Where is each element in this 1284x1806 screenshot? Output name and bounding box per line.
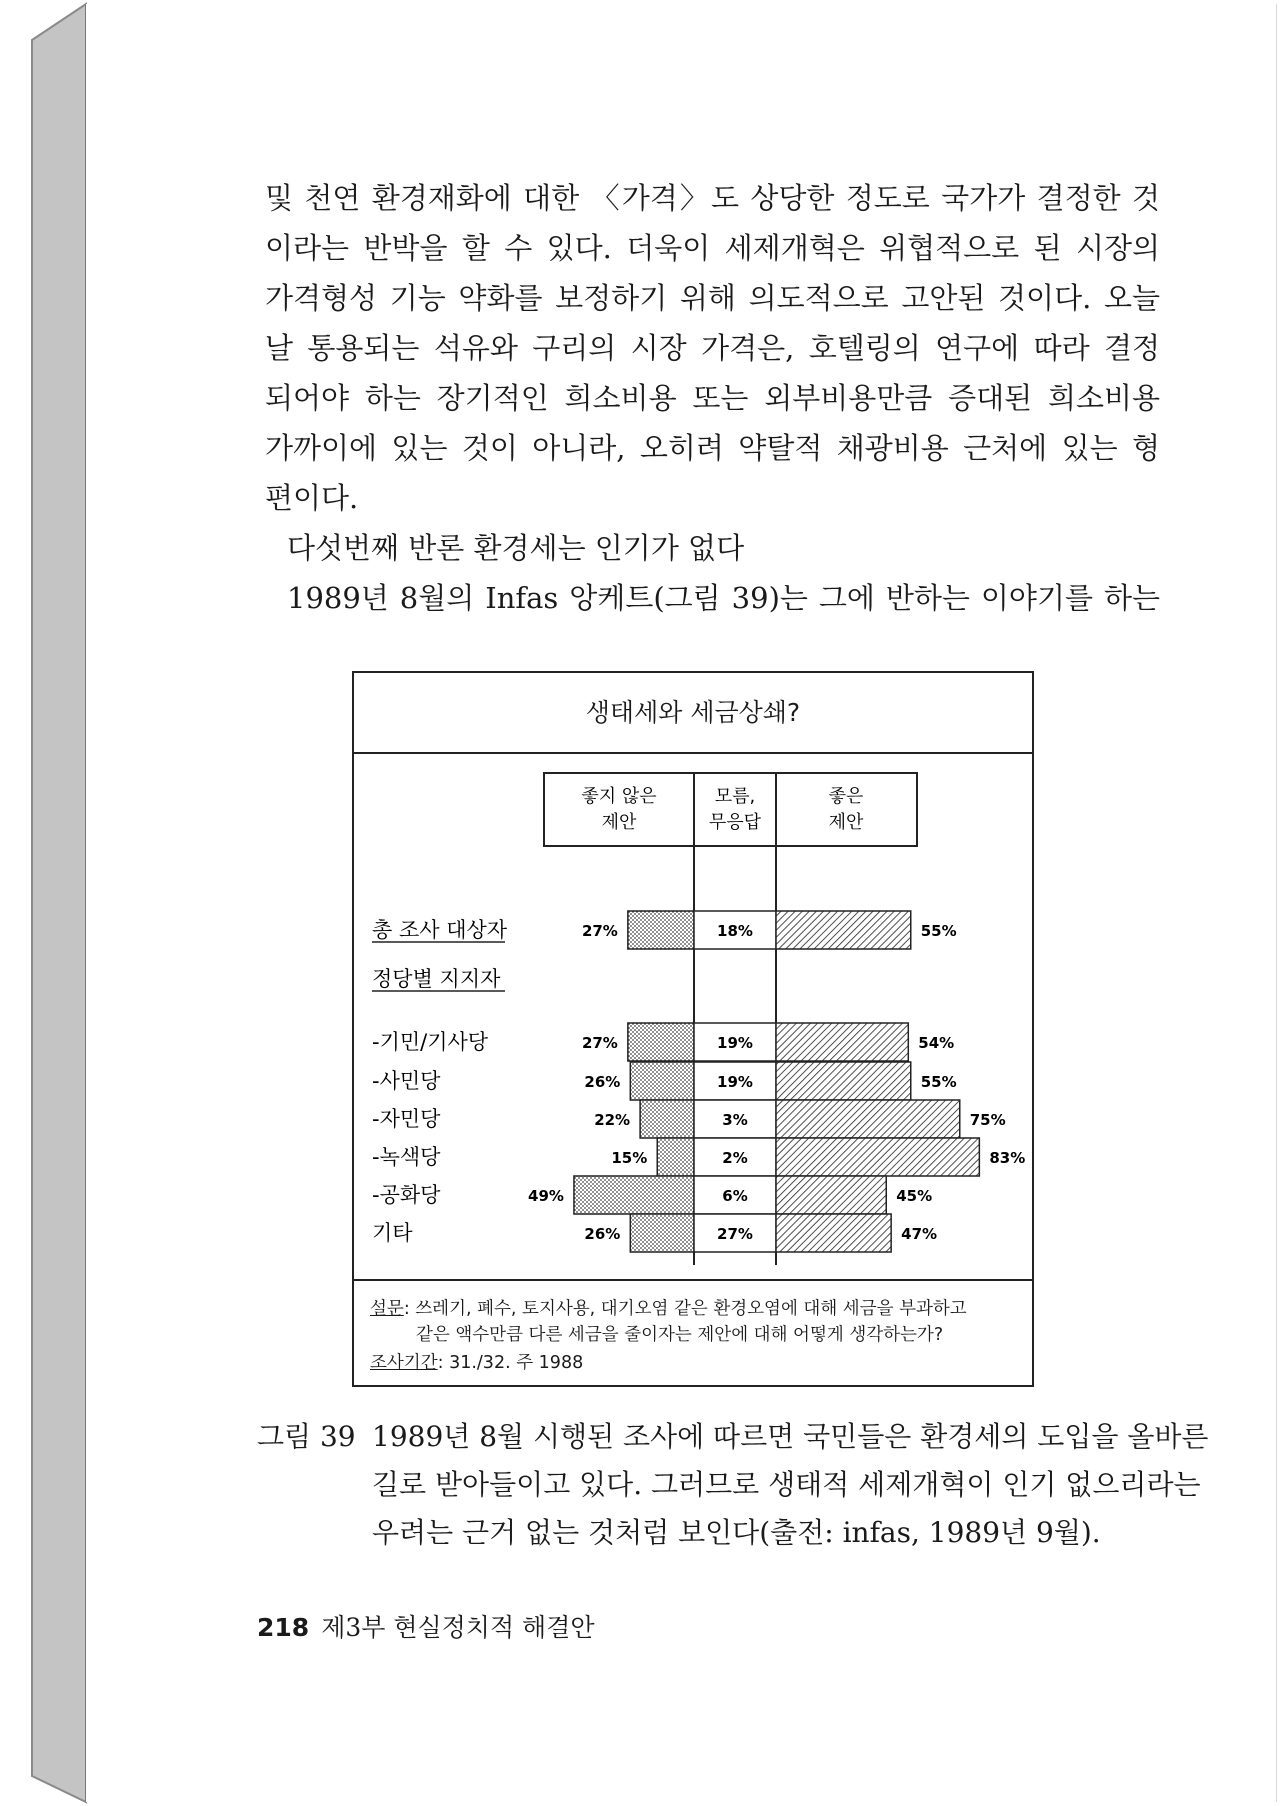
body-line: 가까이에 있는 것이 아니라, 오히려 약탈적 채광비용 근처에 있는 형 <box>265 431 1160 465</box>
page-footer <box>257 1608 595 1644</box>
caption-line: 우려는 근거 없는 것처럼 보인다(출전: infas, 1989년 9월). <box>372 1516 1101 1549</box>
value-label-good: 55% <box>920 922 957 940</box>
question-text-2: 같은 액수만큼 다른 세금을 줄이자는 제안에 대해 어떻게 생각하는가? <box>416 1325 944 1345</box>
bar-bad <box>574 1176 694 1214</box>
value-label-unknown: 19% <box>717 1034 753 1052</box>
caption-line: 길로 받아들이고 있다. 그러므로 생태적 세제개혁이 인기 없으리라는 <box>372 1468 1201 1501</box>
value-label-bad: 15% <box>611 1149 648 1167</box>
column-header: 좋은 <box>828 786 864 807</box>
value-label-unknown: 3% <box>722 1111 748 1129</box>
bar-good <box>776 911 911 949</box>
question-line <box>370 1295 967 1320</box>
value-label-unknown: 27% <box>717 1225 753 1243</box>
body-line: 날 통용되는 석유와 구리의 시장 가격은, 호텔링의 연구에 따라 결정 <box>265 331 1160 365</box>
period-label: 조사기간 <box>370 1353 438 1373</box>
body-line: 이라는 반박을 할 수 있다. 더욱이 세제개혁은 위협적으로 된 시장의 <box>265 231 1160 265</box>
value-label-unknown: 18% <box>717 922 753 940</box>
bar-good <box>776 1062 911 1100</box>
body-line: 편이다. <box>265 481 359 515</box>
body-line: 가격형성 기능 약화를 보정하기 위해 의도적으로 고안된 것이다. 오늘 <box>265 281 1160 315</box>
value-label-unknown: 6% <box>722 1187 748 1205</box>
row-label: 총 조사 대상자 <box>372 918 508 942</box>
bar-good <box>776 1214 891 1252</box>
value-label-unknown: 2% <box>722 1149 748 1167</box>
body-line: 1989년 8월의 Infas 앙케트(그림 39)는 그에 반하는 이야기를 하는 <box>287 581 1160 615</box>
value-label-bad: 22% <box>594 1111 631 1129</box>
value-label-bad: 26% <box>584 1073 621 1091</box>
row-label: -녹색당 <box>372 1145 441 1169</box>
section-heading: 다섯번째 반론 환경세는 인기가 없다 <box>287 531 745 565</box>
column-header: 제안 <box>601 812 637 833</box>
bar-good <box>776 1023 908 1061</box>
bar-bad <box>657 1138 694 1176</box>
value-label-bad: 27% <box>581 1034 618 1052</box>
chart-notes <box>354 1279 1032 1385</box>
period-text: : 31./32. 주 1988 <box>437 1353 584 1373</box>
caption-label: 그림 39 <box>257 1420 356 1453</box>
value-label-bad: 27% <box>581 922 618 940</box>
value-label-good: 75% <box>969 1111 1006 1129</box>
value-label-good: 54% <box>918 1034 955 1052</box>
row-label: -공화당 <box>372 1183 441 1207</box>
caption-line: 1989년 8월 시행된 조사에 따르면 국민들은 환경세의 도입을 올바른 <box>372 1420 1209 1453</box>
value-label-bad: 26% <box>584 1225 621 1243</box>
column-header-box <box>544 773 917 846</box>
bar-bad <box>640 1100 694 1138</box>
footer-section: 제3부 현실정치적 해결안 <box>321 1613 595 1642</box>
bar-good <box>776 1100 960 1138</box>
body-text <box>265 173 1160 623</box>
group-label: 정당별 지지자 <box>372 967 501 991</box>
row-label: -사민당 <box>372 1069 441 1093</box>
bar-bad <box>628 1023 694 1061</box>
bar-bad <box>630 1062 694 1100</box>
question-text: : 쓰레기, 폐수, 토지사용, 대기오염 같은 환경오염에 대해 세금을 부과하고 <box>403 1299 967 1319</box>
bar-bad <box>628 911 694 949</box>
body-line: 및 천연 환경재화에 대한 〈가격〉도 상당한 정도로 국가가 결정한 것 <box>265 181 1160 215</box>
column-header: 무응답 <box>708 812 762 833</box>
row-label: -기민/기사당 <box>372 1030 489 1054</box>
bar-bad <box>630 1214 694 1252</box>
row-label: -자민당 <box>372 1107 441 1131</box>
caption-text <box>372 1413 1209 1557</box>
value-label-good: 83% <box>989 1149 1026 1167</box>
body-line: 되어야 하는 장기적인 희소비용 또는 외부비용만큼 증대된 희소비용 <box>265 381 1160 415</box>
column-header: 모름, <box>714 786 756 807</box>
value-label-good: 55% <box>920 1073 957 1091</box>
bar-good <box>776 1138 979 1176</box>
figure-39-chart <box>352 671 1034 1387</box>
row-label: 기타 <box>372 1221 413 1245</box>
value-label-unknown: 19% <box>717 1073 753 1091</box>
page-number: 218 <box>257 1613 310 1642</box>
period-line <box>370 1349 583 1374</box>
value-label-good: 45% <box>896 1187 933 1205</box>
value-label-good: 47% <box>901 1225 938 1243</box>
value-label-bad: 49% <box>528 1187 564 1205</box>
question-label: 설문 <box>370 1299 404 1319</box>
column-header: 제안 <box>828 812 864 833</box>
chart-title: 생태세와 세금상쇄? <box>354 673 1032 754</box>
bar-good <box>776 1176 886 1214</box>
column-header: 좋지 않은 <box>581 786 657 807</box>
